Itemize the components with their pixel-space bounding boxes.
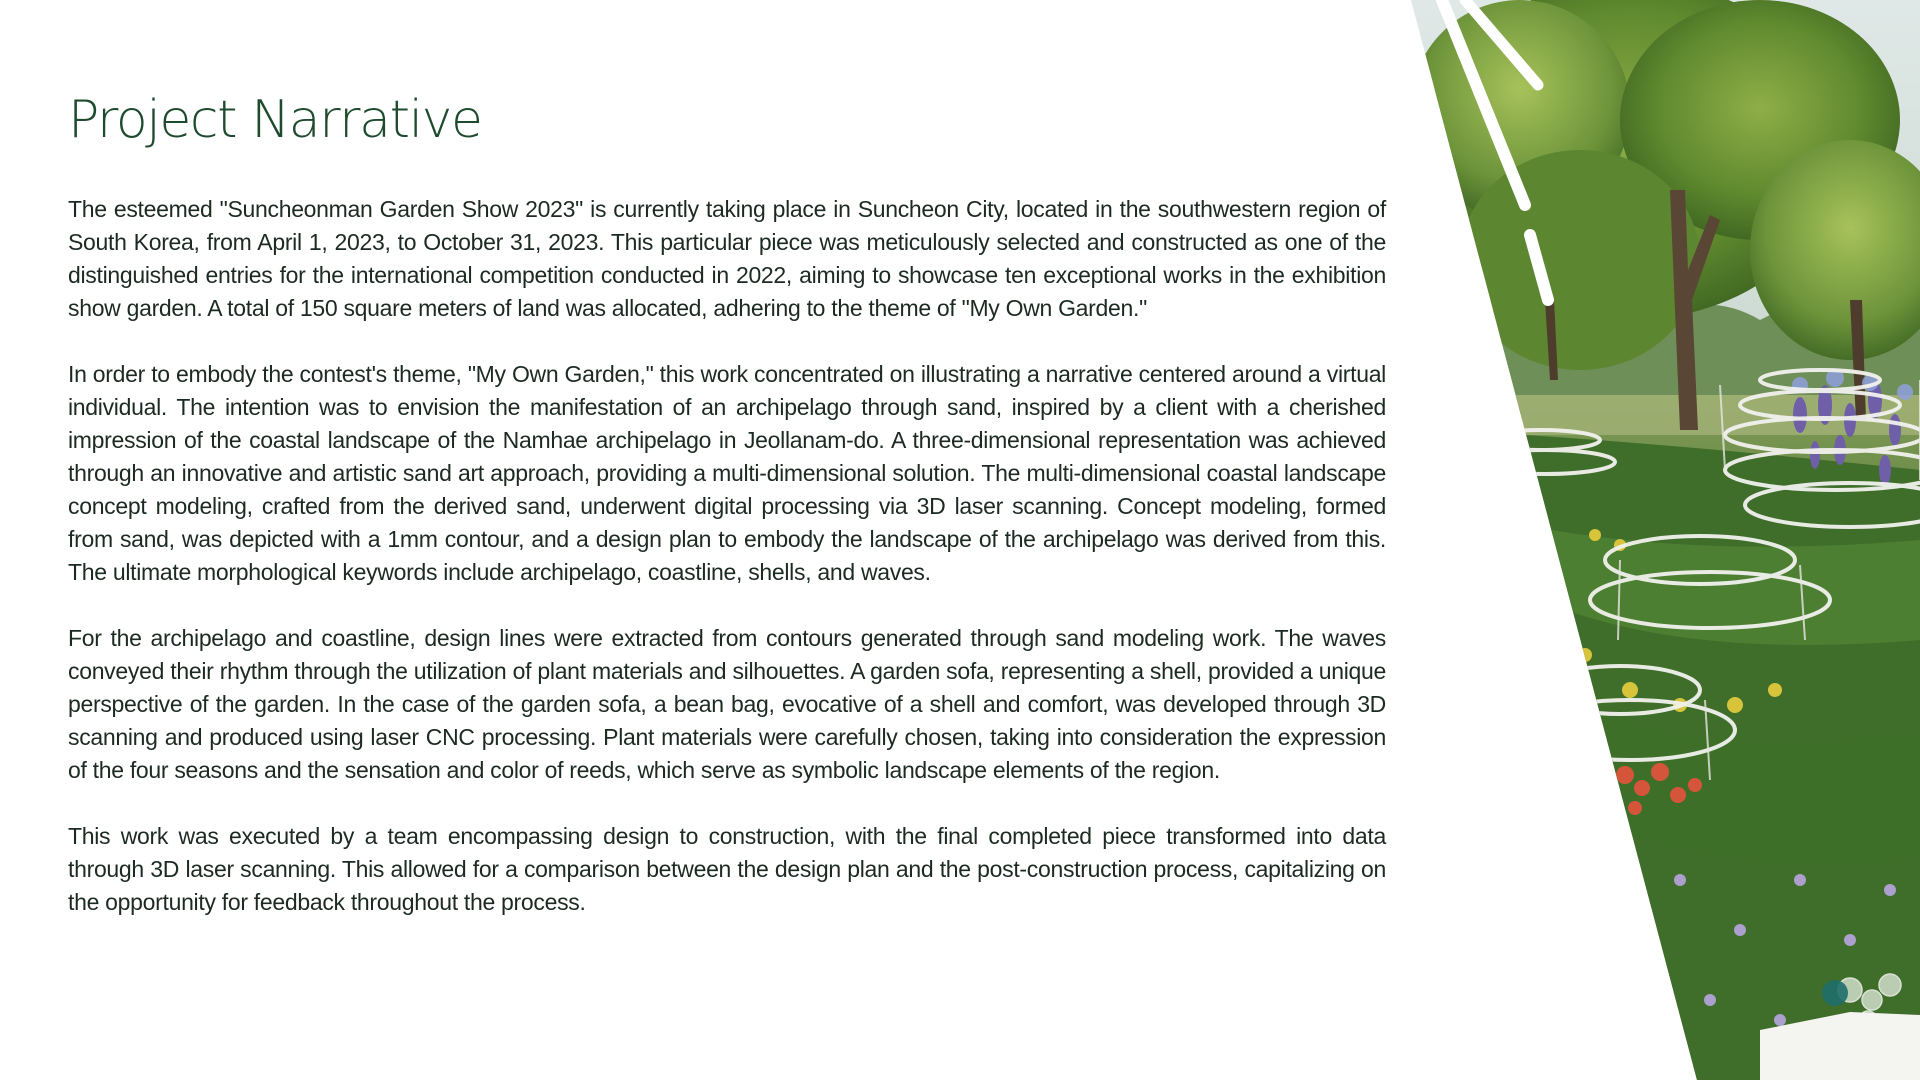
paragraph-3: For the archipelago and coastline, design lines were extracted from contours generated through sand modeling work. The waves conveyed their rhythm through the utilization of plant materials and silhouettes. A garden sofa, representing a shell, provided a unique perspective of the garden. In the case of the garden sofa, a bean bag, evocative of a shell and comfort, was developed through 3D scanning and produced using laser CNC processing. Plant materials were carefully chosen, taking into consideration the expression of the four seasons and the sensation and color of reeds, which serve as symbolic landscape elements of the region. (68, 625, 1386, 783)
paragraph-4: This work was executed by a team encompassing design to construction, with the final completed piece transformed into data through 3D laser scanning. This allowed for a comparison between the design plan and the post-construction process, capitalizing on the opportunity for feedback throughout the process. (68, 823, 1386, 915)
page-title: Project Narrative (68, 90, 482, 150)
paragraph-2: In order to embody the contest's theme, "My Own Garden," this work concentrated on illustrating a narrative centered around a virtual individual. The intention was to envision the manifestation of an archipelago through sand, inspired by a client with a cherished impression of the coastal landscape of the Namhae archipelago in Jeollanam-do. A three-dimensional representation was achieved through an innovative and artistic sand art approach, providing a multi-dimensional solution. The multi-dimensional coastal landscape concept modeling, crafted from the derived sand, underwent digital processing via 3D laser scanning. Concept modeling, formed from sand, was depicted with a 1mm contour, and a design plan to embody the landscape of the archipelago was derived from this. The ultimate morphological keywords include archipelago, coastline, shells, and waves. (68, 361, 1386, 585)
paragraph-1: The esteemed "Suncheonman Garden Show 2023" is currently taking place in Suncheon City, located in the southwestern region of South Korea, from April 1, 2023, to October 31, 2023. This particular piece was meticulously selected and constructed as one of the distinguished entries for the international competition conducted in 2022, aiming to showcase ten exceptional works in the exhibition show garden. A total of 150 square meters of land was allocated, adhering to the theme of "My Own Garden." (68, 196, 1386, 321)
garden-rendering-image (1380, 0, 1920, 1080)
text-column (68, 88, 1386, 952)
narrative-body (68, 193, 1386, 919)
